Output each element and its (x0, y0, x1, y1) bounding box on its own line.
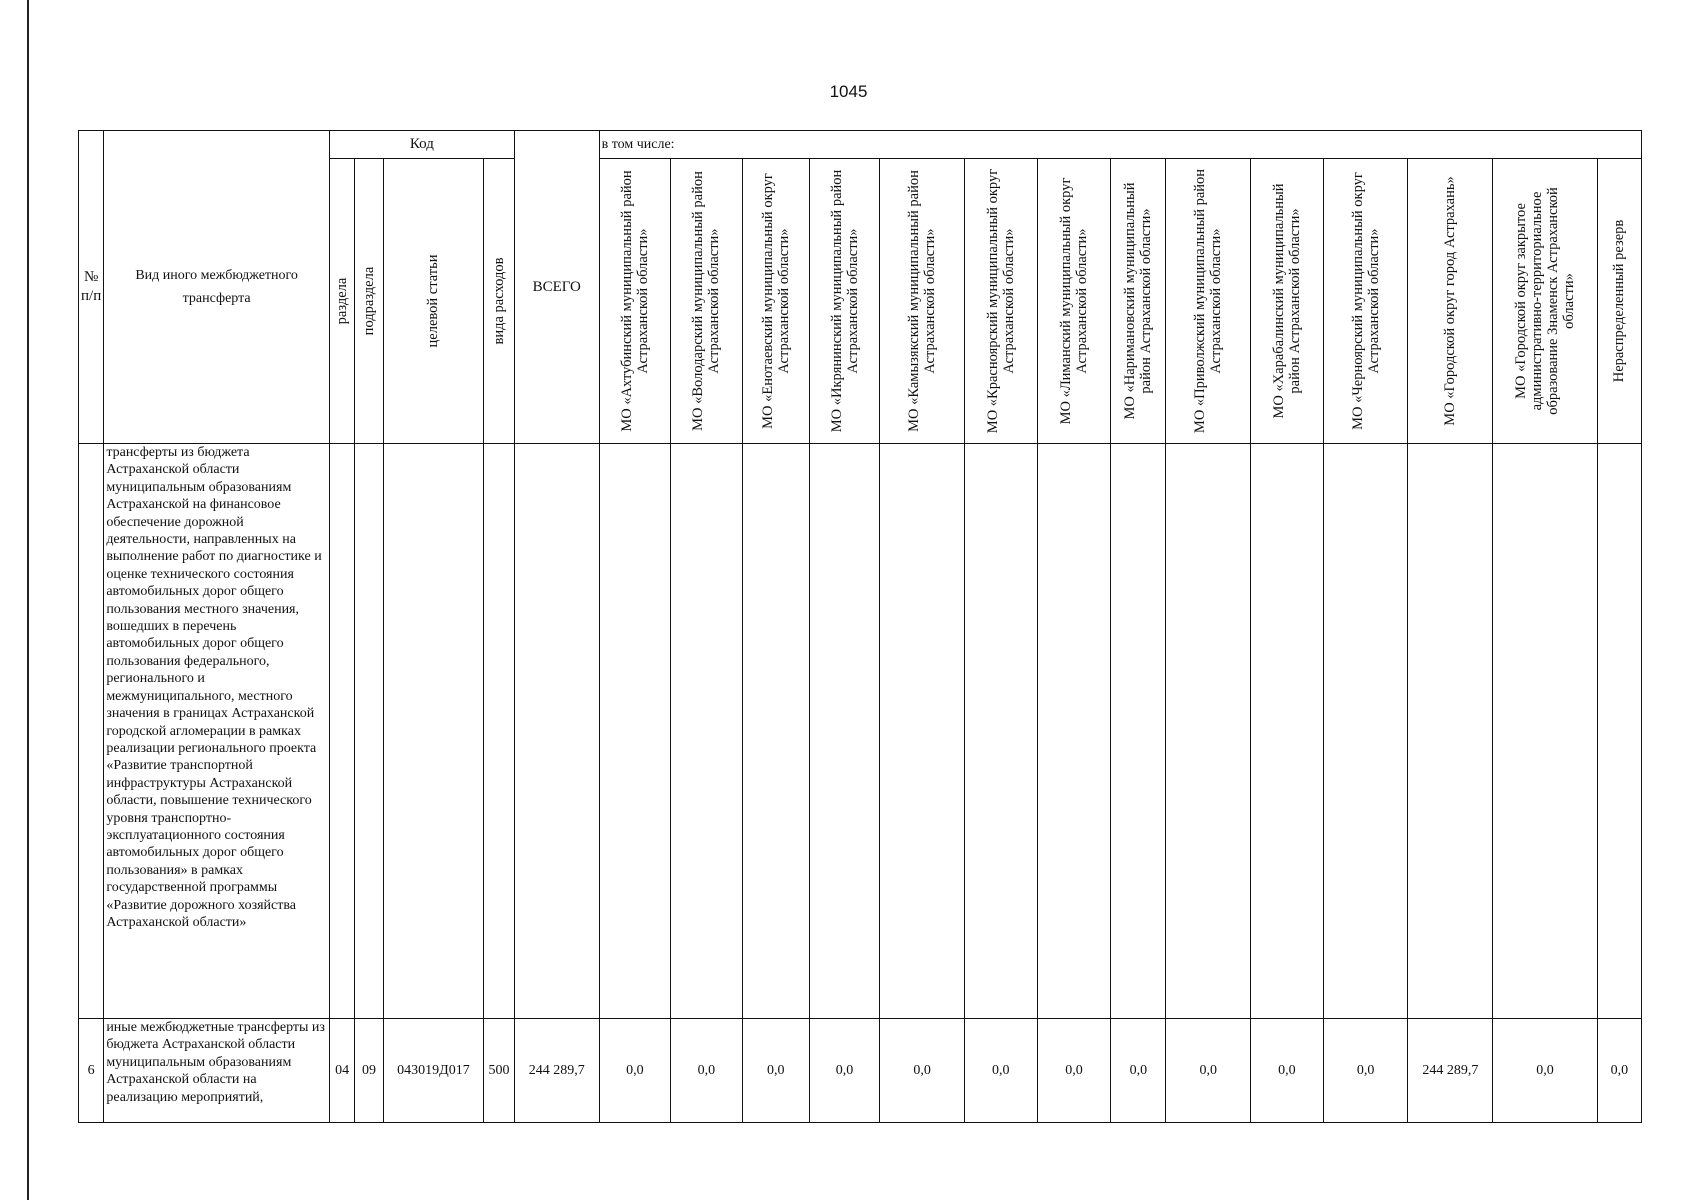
header-code-expense: вида расходов (484, 159, 515, 444)
row-expense: 500 (484, 1019, 515, 1123)
row-value (1111, 444, 1166, 1019)
row-value: 0,0 (880, 1019, 965, 1123)
row-value: 0,0 (1166, 1019, 1251, 1123)
header-code-subsection: подраздела (355, 159, 384, 444)
row-value (1408, 444, 1493, 1019)
header-reserve: Нераспределенный резерв (1597, 159, 1641, 444)
header-mo-astrakhan: МО «Городской округ город Астрахань» (1408, 159, 1493, 444)
row-total (514, 444, 599, 1019)
header-mo-narimanovsky: МО «Наримановский муниципальный район Астраханской области» (1111, 159, 1166, 444)
header-mo-kamyzyaksky: МО «Камызякский муниципальный район Астраханской области» (880, 159, 965, 444)
row-value: 0,0 (1493, 1019, 1598, 1123)
row-value: 0,0 (1251, 1019, 1324, 1123)
header-mo-volodarsky: МО «Володарский муниципальный район Астраханской области» (671, 159, 743, 444)
row-value (809, 444, 879, 1019)
page-number: 1045 (829, 82, 868, 101)
row-section (329, 444, 354, 1019)
row-value (1493, 444, 1598, 1019)
row-value (1597, 444, 1641, 1019)
row-total: 244 289,7 (514, 1019, 599, 1123)
header-mo-znamensk: МО «Городской округ закрытое административно-территориальное образование Знаменск Астраханской области» (1493, 159, 1598, 444)
row-target: 043019Д017 (383, 1019, 483, 1123)
header-mo-limansky: МО «Лиманский муниципальный округ Астраханской области» (1037, 159, 1111, 444)
header-mo-akhtubinsky: МО «Ахтубинский муниципальный район Астраханской области» (599, 159, 671, 444)
row-target (383, 444, 483, 1019)
row-subsection (355, 444, 384, 1019)
header-mo-enotaevsky: МО «Енотаевский муниципальный округ Астраханской области» (742, 159, 809, 444)
header-no: № п/п (79, 131, 104, 444)
row-description: трансферты из бюджета Астраханской области муниципальным образованиям Астраханской на финансовое обеспечение дорожной деятельности, направленных на выполнение работ по диагностике и оценке технического состояния автомобильных дорог общего пользования местного значения, вошедших в перечень автомобильных дорог общего пользования федерального, регионального и межмуниципального, местного значения в границах Астраханской городской агломерации в рамках реализации регионального проекта «Развитие транспортной инфраструктуры Астраханской области, повышение технического уровня транспортно-эксплуатационного состояния автомобильных дорог общего пользования» в рамках государственной программы «Развитие дорожного хозяйства Астраханской области» (104, 444, 330, 1019)
row-value: 0,0 (1037, 1019, 1111, 1123)
header-code-section: раздела (329, 159, 354, 444)
row-value (742, 444, 809, 1019)
header-mo-kharabalinsky: МО «Харабалинский муниципальный район Астраханской области» (1251, 159, 1324, 444)
row-subsection: 09 (355, 1019, 384, 1123)
table-row (79, 1019, 1642, 1123)
row-value: 0,0 (671, 1019, 743, 1123)
row-value: 0,0 (964, 1019, 1037, 1123)
transfers-table (78, 130, 1642, 1123)
row-section: 04 (329, 1019, 354, 1123)
row-value: 0,0 (1597, 1019, 1641, 1123)
row-value: 0,0 (599, 1019, 671, 1123)
header-mo-ikryaninsky: МО «Икрянинский муниципальный район Астраханской области» (809, 159, 879, 444)
row-value: 0,0 (742, 1019, 809, 1123)
header-transfer-type: Вид иного межбюджетного трансферта (104, 131, 330, 444)
header-total: ВСЕГО (514, 131, 599, 444)
row-value (599, 444, 671, 1019)
row-value (671, 444, 743, 1019)
row-value: 0,0 (809, 1019, 879, 1123)
row-expense (484, 444, 515, 1019)
row-value (1251, 444, 1324, 1019)
row-value: 0,0 (1111, 1019, 1166, 1123)
header-mo-privolzhsky: МО «Приволжский муниципальный район Астраханской области» (1166, 159, 1251, 444)
header-code: Код (329, 131, 514, 159)
row-description: иные межбюджетные трансферты из бюджета Астраханской области муниципальным образованиям Астраханской области на реализацию мероприятий, (104, 1019, 330, 1123)
margin-line (27, 0, 29, 1200)
row-value: 0,0 (1323, 1019, 1408, 1123)
row-value (964, 444, 1037, 1019)
header-including: в том числе: (599, 131, 1641, 159)
header-code-target: целевой статьи (383, 159, 483, 444)
row-no (79, 444, 104, 1019)
row-value (880, 444, 965, 1019)
row-value (1166, 444, 1251, 1019)
row-value: 244 289,7 (1408, 1019, 1493, 1123)
row-value (1037, 444, 1111, 1019)
row-no: 6 (79, 1019, 104, 1123)
table-row (79, 444, 1642, 1019)
header-mo-krasnoyarsky: МО «Красноярский муниципальный округ Астраханской области» (964, 159, 1037, 444)
row-value (1323, 444, 1408, 1019)
header-mo-chernoyarsky: МО «Черноярский муниципальный округ Астраханской области» (1323, 159, 1408, 444)
